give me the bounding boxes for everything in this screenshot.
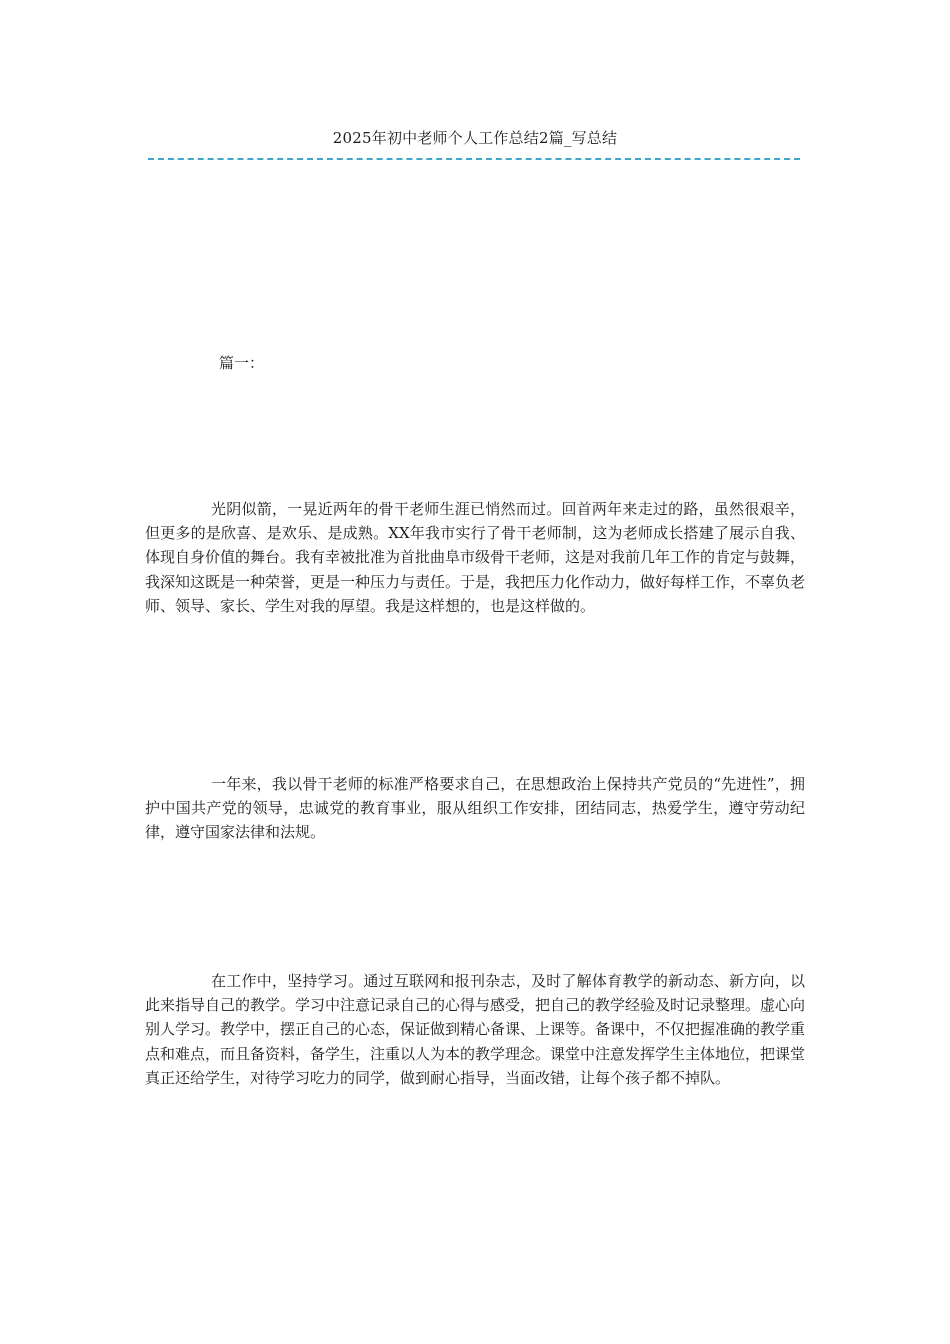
title-dashed-divider [148,158,800,160]
paragraph-3: 在工作中，坚持学习。通过互联网和报刊杂志，及时了解体育教学的新动态、新方向，以此来指导自己的教学。学习中注意记录自己的心得与感受，把自己的教学经验及时记录整理。虚心向别人学习。教学中，摆正自己的心态，保证做到精心备课、上课等。备课中，不仅把握准确的教学重点和难点，而且备资料，备学生，注重以人为本的教学理念。课堂中注意发挥学生主体地位，把课堂真正还给学生，对待学习吃力的同学，做到耐心指导，当面改错，让每个孩子都不掉队。 [145,972,806,1087]
section-label: 篇一： [219,354,265,372]
document-title: 2025年初中老师个人工作总结2篇_写总结 [332,129,618,147]
paragraph-1: 光阴似箭，一晃近两年的骨干老师生涯已悄然而过。回首两年来走过的路，虽然很艰辛，但更多的是欣喜、是欢乐、是成熟。XX年我市实行了骨干老师制，这为老师成长搭建了展示自我、体现自身价值的舞台。我有幸被批准为首批曲阜市级骨干老师，这是对我前几年工作的肯定与鼓舞，我深知这既是一种荣誉，更是一种压力与责任。于是，我把压力化作动力，做好每样工作，不辜负老师、领导、家长、学生对我的厚望。我是这样想的，也是这样做的。 [145,500,806,615]
paragraph-2: 一年来，我以骨干老师的标准严格要求自己，在思想政治上保持共产党员的“先进性”，拥护中国共产党的领导，忠诚党的教育事业，服从组织工作安排，团结同志，热爱学生，遵守劳动纪律，遵守国家法律和法规。 [145,775,805,842]
